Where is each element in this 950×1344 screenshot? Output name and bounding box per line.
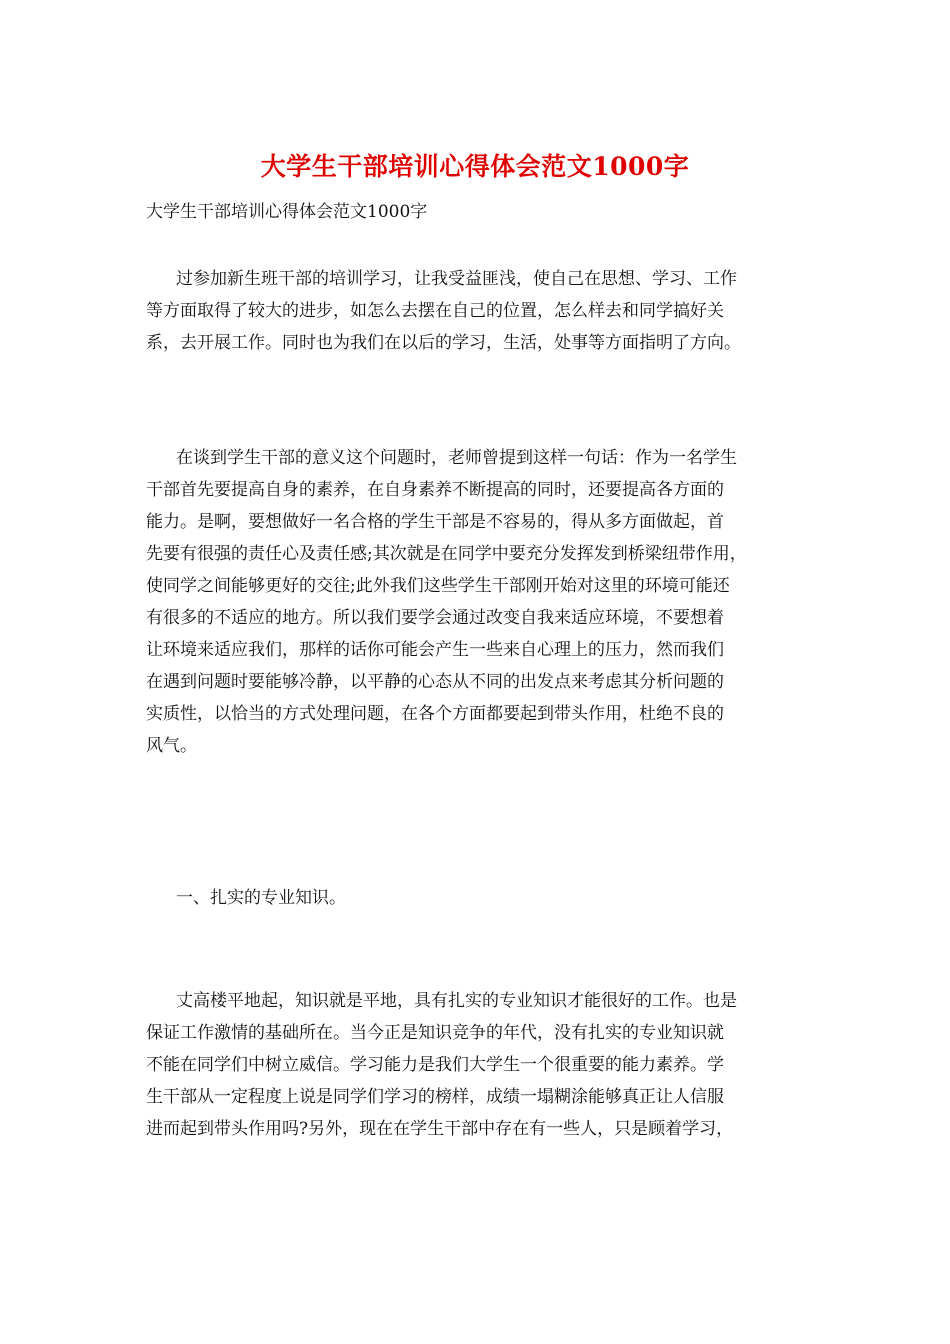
paragraph-line: 丈高楼平地起，知识就是平地，具有扎实的专业知识才能很好的工作。也是 <box>176 991 737 1011</box>
paragraph-line: 不能在同学们中树立威信。学习能力是我们大学生一个很重要的能力素养。学 <box>146 1055 724 1075</box>
paragraph-line: 保证工作激情的基础所在。当今正是知识竞争的年代，没有扎实的专业知识就 <box>146 1023 724 1043</box>
paragraph-line: 实质性，以恰当的方式处理问题，在各个方面都要起到带头作用，杜绝不良的 <box>146 704 724 724</box>
paragraph-4 <box>146 985 816 1145</box>
paragraph-line: 在谈到学生干部的意义这个问题时，老师曾提到这样一句话：作为一名学生 <box>176 448 737 468</box>
section-heading <box>146 882 816 914</box>
paragraph-line: 风气。 <box>146 736 197 756</box>
paragraph-line: 让环境来适应我们，那样的话你可能会产生一些来自心理上的压力，然而我们 <box>146 640 724 660</box>
document-subtitle: 大学生干部培训心得体会范文1000字 <box>146 202 428 222</box>
paragraph-line: 使同学之间能够更好的交往;此外我们这些学生干部刚开始对这里的环境可能还 <box>146 576 730 596</box>
paragraph-line: 进而起到带头作用吗?另外，现在在学生干部中存在有一些人，只是顾着学习， <box>146 1119 734 1139</box>
paragraph-line: 等方面取得了较大的进步，如怎么去摆在自己的位置，怎么样去和同学搞好关 <box>146 301 724 321</box>
paragraph-line: 先要有很强的责任心及责任感;其次就是在同学中要充分发挥发到桥梁纽带作用， <box>146 544 747 564</box>
paragraph-line: 干部首先要提高自身的素养，在自身素养不断提高的同时，还要提高各方面的 <box>146 480 724 500</box>
paragraph-line: 在遇到问题时要能够冷静，以平静的心态从不同的出发点来考虑其分析问题的 <box>146 672 724 692</box>
paragraph-line: 生干部从一定程度上说是同学们学习的榜样，成绩一塌糊涂能够真正让人信服 <box>146 1087 724 1107</box>
document-title: 大学生干部培训心得体会范文1000字 <box>260 152 690 181</box>
paragraph-line: 有很多的不适应的地方。所以我们要学会通过改变自我来适应环境，不要想着 <box>146 608 724 628</box>
paragraph-line: 系，去开展工作。同时也为我们在以后的学习，生活，处事等方面指明了方向。 <box>146 333 741 353</box>
paragraph-line: 过参加新生班干部的培训学习，让我受益匪浅，使自己在思想、学习、工作 <box>176 269 737 289</box>
paragraph-1 <box>146 263 816 359</box>
section-heading-text: 一、扎实的专业知识。 <box>176 888 346 908</box>
paragraph-2 <box>146 442 816 762</box>
paragraph-line: 能力。是啊，要想做好一名合格的学生干部是不容易的，得从多方面做起，首 <box>146 512 724 532</box>
